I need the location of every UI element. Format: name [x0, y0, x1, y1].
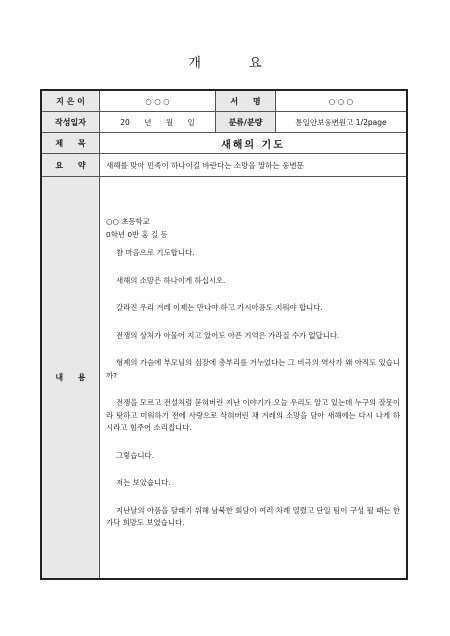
summary-form	[40, 89, 408, 580]
content-label: 내 용	[42, 177, 100, 578]
paragraph: 저는 보았습니다.	[116, 478, 171, 487]
name-value: ○ ○ ○	[328, 96, 354, 106]
paragraph: 형제의 가슴에 부모님의 심장에 총부리를 겨누었다는 그 비극의 역사가 왜 아직도 있습니까?	[106, 358, 400, 380]
date-label: 작성일자	[42, 112, 100, 132]
category-value: 통일안보웅변원고 1/2page	[295, 117, 387, 127]
school-line: ○○ 초등학교	[106, 217, 150, 226]
paragraph: 참 마음으로 기도합니다.	[116, 248, 195, 257]
subject-row	[42, 133, 406, 154]
author-row	[42, 91, 406, 112]
subject-label: 제 목	[42, 133, 100, 153]
date-row	[42, 112, 406, 133]
paragraph: 갈라진 우리 겨레 이제는 만나야 하고 가시아픔도 지워야 합니다.	[116, 303, 323, 312]
summary-row	[42, 154, 406, 177]
summary-label: 요 약	[42, 154, 100, 176]
subject-value: 새해의 기도	[221, 139, 285, 151]
paragraph: 그렇습니다.	[116, 450, 155, 460]
student-line: 0학년 0반 홍 길 동	[106, 229, 168, 239]
paragraph: 전쟁의 상처가 아물어 지고 있어도 아픈 기억은 가라질 수가 없답니다.	[116, 330, 340, 340]
author-label: 지 은 이	[42, 91, 100, 111]
document-title: 개 요	[188, 56, 284, 71]
date-value: 20 년 월 일	[100, 112, 216, 132]
paragraph: 지난날의 아픔을 달래기 위해 남북한 회담이 여러 차례 열렸고 단일 팀이 구성 될 때는 한 가닥 희망도 보였습니다.	[106, 505, 400, 527]
category-label: 분류/분량	[216, 112, 276, 132]
content-body	[106, 216, 400, 530]
author-value: ○ ○ ○	[100, 91, 216, 111]
summary-value: 새해를 맞아 민족이 하나이길 바란다는 소망을 말하는 웅변문	[106, 160, 304, 170]
name-label: 서 명	[216, 91, 276, 111]
paragraph: 전쟁을 모르고 전설처럼 묻혀버린 지난 이야기가 오늘 우리도 알고 있는데 누구의 잘못이라 탓하고 미워하기 전에 사랑으로 삭혀버린 채 겨레의 소망을 담아 새해에는 다시 나게 하시라고 힘주어 소리칩니다.	[106, 398, 400, 432]
paragraph: 새해의 소망은 하나이게 하십시오.	[116, 275, 226, 285]
